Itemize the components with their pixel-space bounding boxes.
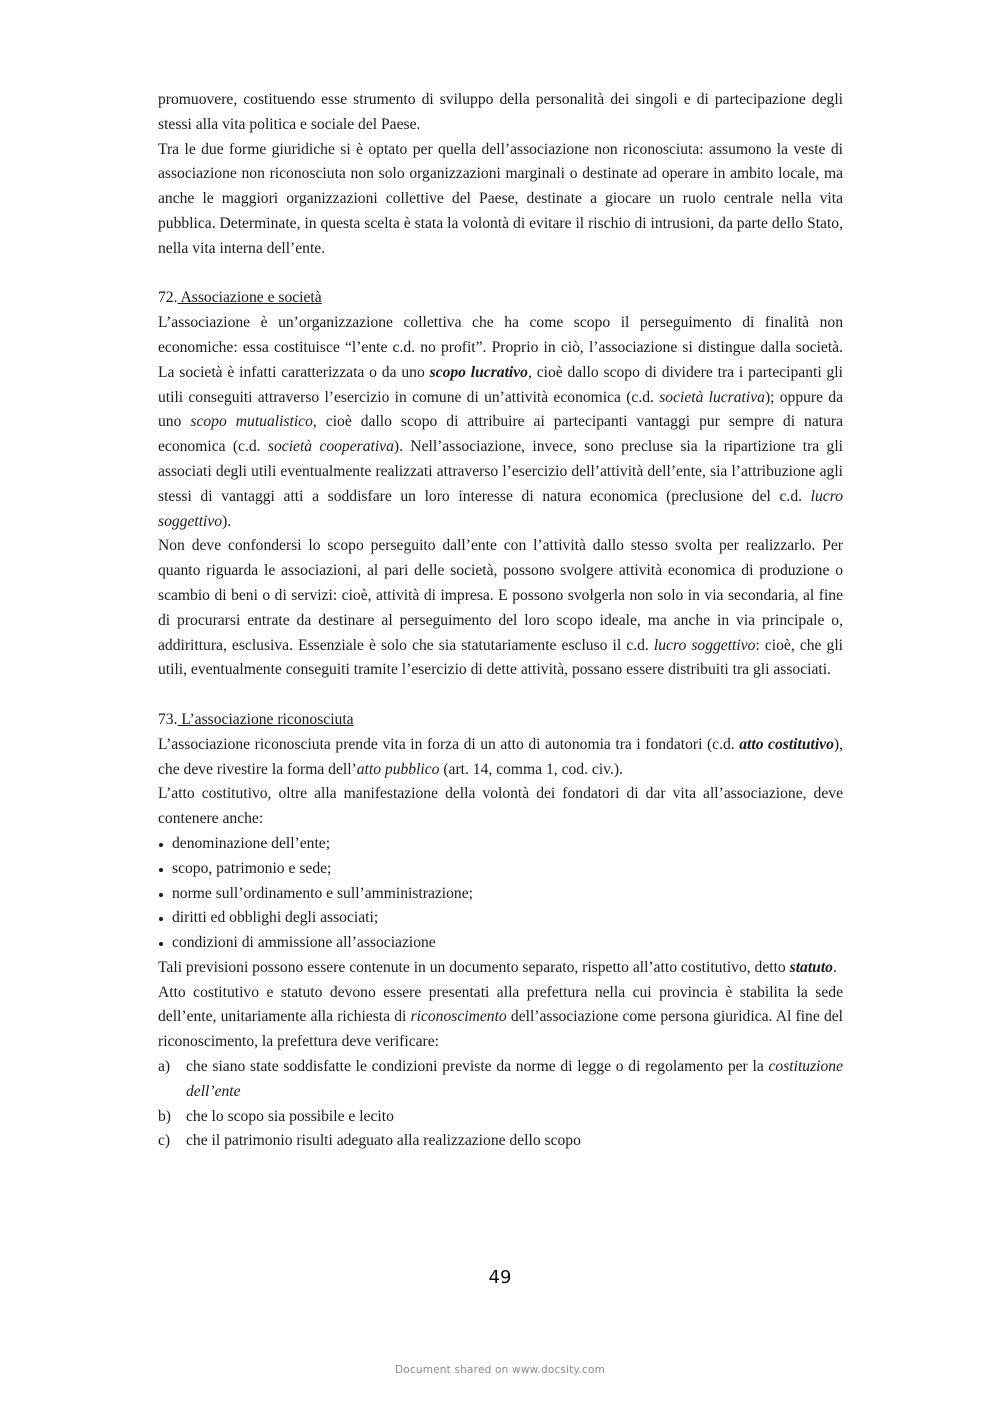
lettered-list	[158, 1055, 843, 1154]
emphasis: costituzione dell’ente	[186, 1058, 843, 1100]
emphasis: società cooperativa	[267, 438, 394, 456]
emphasis: statuto	[789, 958, 833, 976]
emphasis: riconoscimento	[410, 1008, 507, 1026]
list-item: denominazione dell’ente;	[158, 832, 843, 857]
emphasis: lucro soggettivo	[653, 636, 756, 654]
section-title: L’associazione riconosciuta	[177, 710, 354, 728]
section-heading-73	[158, 708, 843, 733]
spacer	[158, 262, 843, 287]
list-item: diritti ed obblighi degli associati;	[158, 906, 843, 931]
page-body	[158, 88, 843, 1154]
list-item: condizioni di ammissione all’associazione	[158, 931, 843, 956]
paragraph: L’associazione riconosciuta prende vita in forza di un atto di autonomia tra i fondatori (c.d. atto costitutivo), che deve rivestire la forma dell’atto pubblico (art. 14, comma 1, cod. civ.).	[158, 735, 843, 778]
paragraph: Atto costitutivo e statuto devono essere presentati alla prefettura nella cui provincia è stabilita la sede dell’ente, unitariamente alla richiesta di riconoscimento dell’associazione come persona giuridica. Al fine del riconoscimento, la prefettura deve verificare:	[158, 983, 843, 1051]
list-item: b) che lo scopo sia possibile e lecito	[158, 1105, 843, 1130]
section-number: 72.	[158, 289, 178, 307]
paragraph: L’atto costitutivo, oltre alla manifestazione della volontà dei fondatori di dar vita all’associazione, deve contenere anche:	[158, 785, 843, 828]
page-number: 49	[488, 1267, 512, 1288]
emphasis: atto pubblico	[356, 760, 440, 778]
paragraph: Tra le due forme giuridiche si è optato per quella dell’associazione non riconosciuta: assumono la veste di associazione non riconosciuta non solo organizzazioni marginali o destinate ad operare in ambito locale, ma anche le maggiori organizzazioni collettive del Paese, destinate a giocare un ruolo centrale nella vita pubblica. Determinate, in questa scelta è stata la volontà di evitare il rischio di intrusioni, da parte dello Stato, nella vita interna dell’ente.	[158, 140, 843, 257]
emphasis: società lucrativa	[659, 388, 765, 406]
paragraph: Non deve confondersi lo scopo perseguito dall’ente con l’attività dallo stesso svolta per realizzarlo. Per quanto riguarda le associazioni, al pari delle società, possono svolgere attività economica di produzione o scambio di beni o di servizi: cioè, attività di impresa. E possono svolgerla non solo in via secondaria, al fine di procurarsi entrate da destinare al perseguimento del loro scopo ideale, ma anche in via principale o, addirittura, esclusiva. Essenziale è solo che sia statutariamente escluso il c.d. lucro soggettivo: cioè, che gli utili, eventualmente conseguiti tramite l’esercizio di dette attività, possano essere distribuiti tra gli associati.	[158, 537, 844, 679]
emphasis: scopo mutualistico	[190, 413, 313, 431]
emphasis: scopo lucrativo	[429, 363, 528, 381]
list-label: b)	[158, 1107, 171, 1125]
paragraph: promuovere, costituendo esse strumento di sviluppo della personalità dei singoli e di partecipazione degli stessi alla vita politica e sociale del Paese.	[158, 91, 843, 133]
list-item: norme sull’ordinamento e sull’amministrazione;	[158, 882, 843, 907]
list-item: a) che siano state soddisfatte le condizioni previste da norme di legge o di regolamento per la costituzione dell’ente	[158, 1055, 843, 1105]
list-item: c) che il patrimonio risulti adeguato alla realizzazione dello scopo	[158, 1129, 843, 1154]
section-title: Associazione e società	[177, 289, 322, 307]
list-item: scopo, patrimonio e sede;	[158, 857, 843, 882]
footer-watermark: Document shared on www.docsity.com	[394, 1364, 606, 1376]
list-label: c)	[158, 1132, 171, 1150]
emphasis: lucro soggettivo	[158, 487, 843, 530]
section-number: 73.	[158, 710, 178, 728]
bullet-list	[158, 832, 843, 956]
spacer	[158, 683, 843, 708]
paragraph: Tali previsioni possono essere contenute in un documento separato, rispetto all’atto costitutivo, detto statuto.	[158, 958, 837, 976]
emphasis: atto costitutivo	[739, 735, 834, 753]
list-label: a)	[158, 1058, 171, 1076]
paragraph: L’associazione è un’organizzazione collettiva che ha come scopo il perseguimento di finalità non economiche: essa costituisce “l’ente c.d. no profit”. Proprio in ciò, l’associazione si distingue dalla società. La società è infatti caratterizzata o da uno scopo lucrativo, cioè dallo scopo di dividere tra i partecipanti gli utili conseguiti attraverso l’esercizio in comune di un’attività economica (c.d. società lucrativa); oppure da uno scopo mutualistico, cioè dallo scopo di attribuire ai partecipanti vantaggi pur sempre di natura economica (c.d. società cooperativa). Nell’associazione, invece, sono precluse sia la ripartizione tra gli associati degli utili eventualmente realizzati attraverso l’esercizio dell’attività dell’ente, sia l’attribuzione agli stessi di vantaggi atti a soddisfare un loro interesse di natura economica (preclusione del c.d. lucro soggettivo).	[158, 314, 844, 530]
section-heading-72	[158, 286, 843, 311]
